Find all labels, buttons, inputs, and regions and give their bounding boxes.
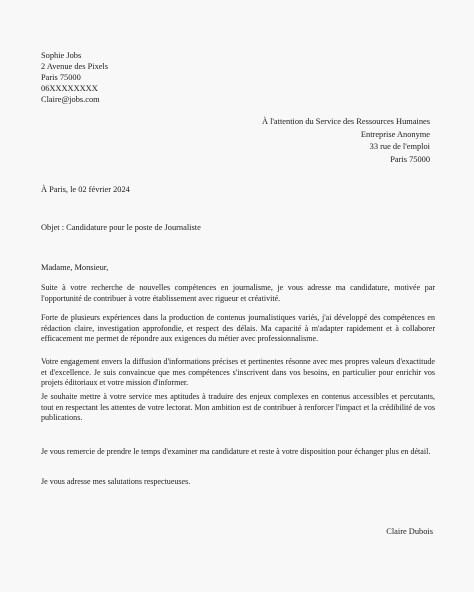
recipient-street: 33 rue de l'emploi: [369, 142, 430, 151]
sender-email: Claire@jobs.com: [41, 95, 100, 104]
subject-line: Objet : Candidature pour le poste de Journaliste: [41, 223, 201, 232]
date-line: À Paris, le 02 février 2024: [41, 185, 130, 194]
recipient-block: [262, 116, 430, 166]
paragraph-ambition: Je souhaite mettre à votre service mes aptitudes à traduire des enjeux complexes en contenus accessibles et percutants, tout en respectant les attentes de votre lectorat. Mon ambition est de contribuer à renforcer l'impact et la crédibilité de vos publications.: [41, 392, 435, 423]
sender-block: [41, 50, 108, 105]
recipient-city: Paris 75000: [390, 154, 430, 164]
sender-street: 2 Avenue des Pixels: [41, 62, 109, 71]
signature: Claire Dubois: [386, 527, 433, 536]
paragraph-engagement: Votre engagement envers la diffusion d'informations précises et pertinentes résonne avec mes propres valeurs d'exactitude et d'excellence. Je suis convaincue que mes compétences s'inscrivent dans vos besoins, en particulier pour enrichir vos projets éditoriaux et votre mission d'informer.: [41, 357, 435, 388]
paragraph-thanks: Je vous remercie de prendre le temps d'examiner ma candidature et reste à votre disposition pour échanger plus en détail.: [41, 447, 431, 456]
recipient-attention: À l'attention du Service des Ressources Humaines: [261, 117, 430, 126]
sender-phone: 06XXXXXXXX: [41, 84, 98, 93]
sender-name: Sophie Jobs: [41, 51, 82, 60]
recipient-company: Entreprise Anonyme: [360, 129, 430, 139]
paragraph-intro: Suite à votre recherche de nouvelles compétences en journalisme, je vous adresse ma candidature, motivée par l'opportunité de contribuer à votre établissement avec rigueur et créativité.: [41, 283, 435, 303]
paragraph-closing: Je vous adresse mes salutations respectueuses.: [41, 477, 191, 486]
salutation: Madame, Monsieur,: [41, 263, 109, 272]
sender-city: Paris 75000: [41, 73, 81, 82]
paragraph-experience: Forte de plusieurs expériences dans la production de contenus journalistiques variés, j'ai développé des compétences en rédaction claire, investigation approfondie, et respect des délais. Ma capacité à m'adapter rapidement et à collaborer efficacement me permet de répondre aux exigences du métier avec professionnalisme.: [41, 313, 435, 344]
